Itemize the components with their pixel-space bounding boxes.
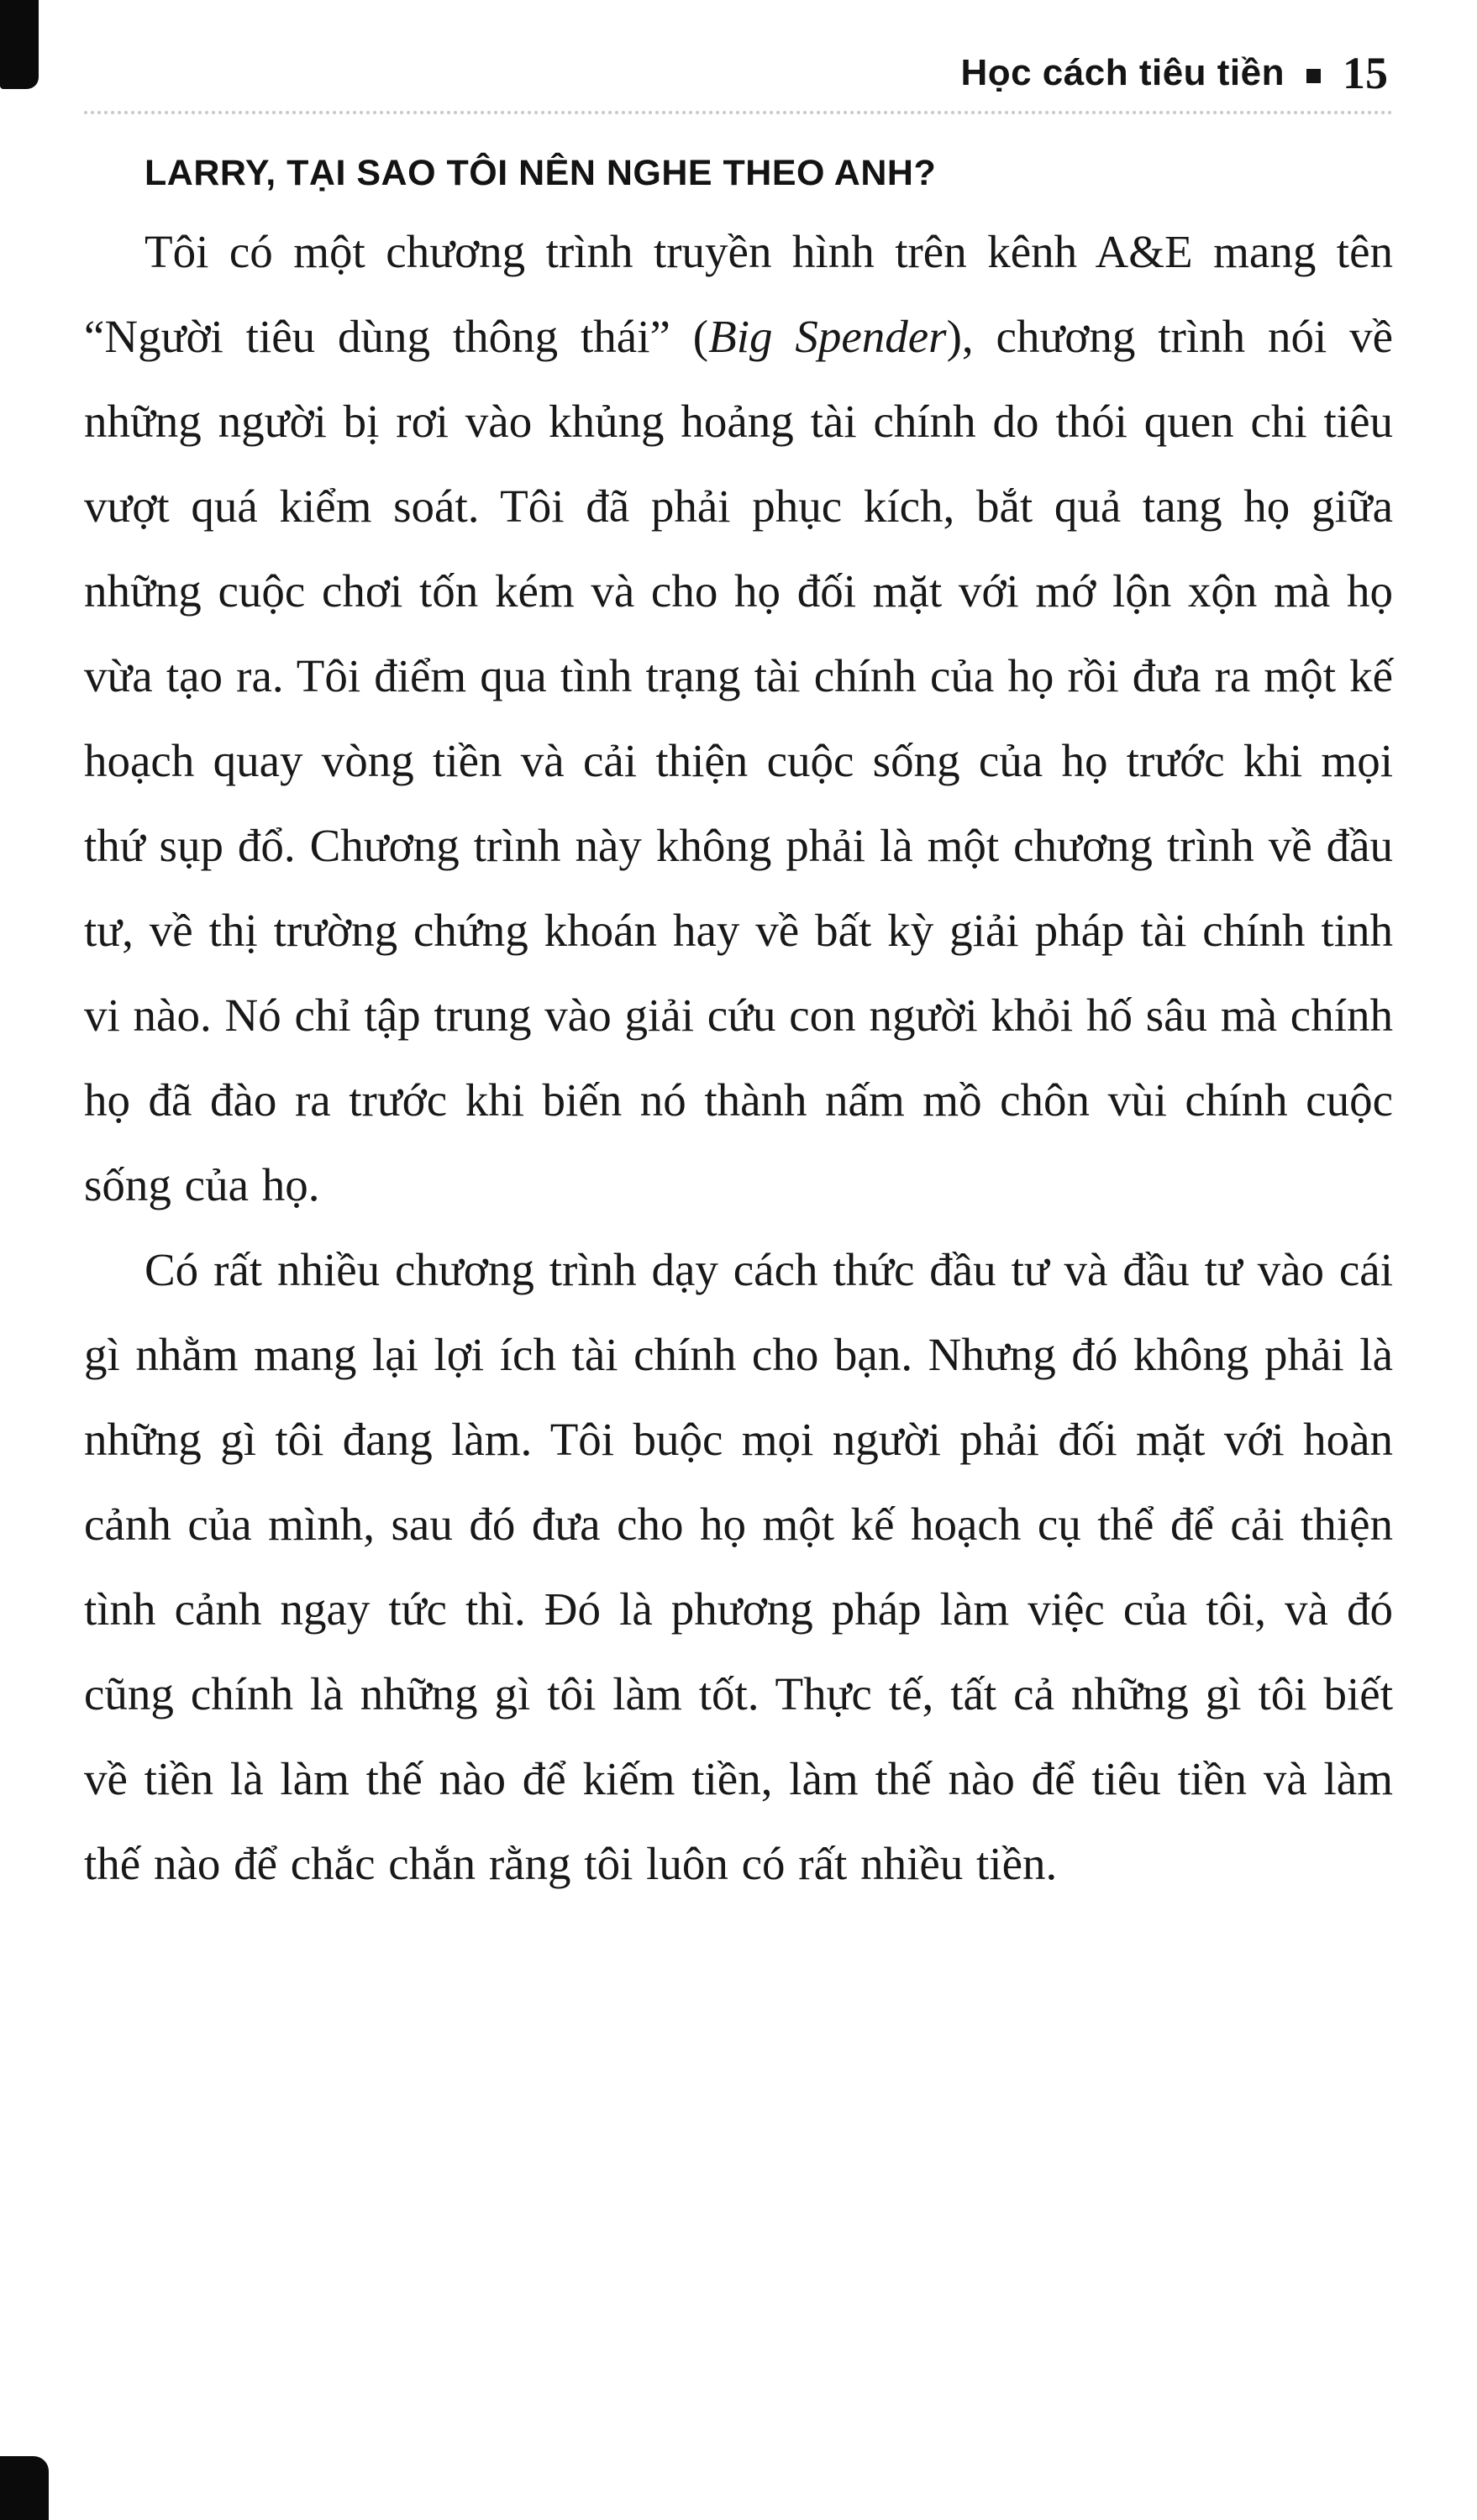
paragraph-1 xyxy=(84,209,1393,1227)
page-body xyxy=(84,153,1393,1906)
scan-artifact-top-left xyxy=(0,0,39,89)
paragraph-1-text-continued: ), chương trình nói về những người bị rơi vào khủng hoảng tài chính do thói quen chi tiêu vượt quá kiểm soát. Tôi đã phải phục kích, bắt quả tang họ giữa những cuộc chơi tốn kém và cho họ đối mặt với mớ lộn xộn mà họ vừa tạo ra. Tôi điểm qua tình trạng tài chính của họ rồi đưa ra một kế hoạch quay vòng tiền và cải thiện cuộc sống của họ trước khi mọi thứ sụp đổ. Chương trình này không phải là một chương trình về đầu tư, về thị trường chứng khoán hay về bất kỳ giải pháp tài chính tinh vi nào. Nó chỉ tập trung vào giải cứu con người khỏi hố sâu mà chính họ đã đào ra trước khi biến nó thành nấm mồ chôn vùi chính cuộc sống của họ. xyxy=(84,311,1394,1210)
scan-artifact-bottom-left xyxy=(0,2456,49,2520)
header-divider xyxy=(84,111,1393,114)
page-content xyxy=(84,47,1393,1906)
paragraph-1-text: Tôi có một chương trình truyền hình trên kênh A&E mang tên “Người tiêu dùng thông thái” ( xyxy=(84,226,1393,362)
square-bullet-icon xyxy=(1306,69,1321,83)
running-header xyxy=(84,47,1393,99)
paragraph-2: Có rất nhiều chương trình dạy cách thức đầu tư và đầu tư vào cái gì nhằm mang lại lợi ích tài chính cho bạn. Nhưng đó không phải là những gì tôi đang làm. Tôi buộc mọi người phải đối mặt với hoàn cảnh của mình, sau đó đưa cho họ một kế hoạch cụ thể để cải thiện tình cảnh ngay tức thì. Đó là phương pháp làm việc của tôi, và đó cũng chính là những gì tôi làm tốt. Thực tế, tất cả những gì tôi biết về tiền là làm thế nào để kiếm tiền, làm thế nào để tiêu tiền và làm thế nào để chắc chắn rằng tôi luôn có rất nhiều tiền. xyxy=(84,1244,1393,1889)
paragraphs xyxy=(84,209,1393,1906)
section-heading: LARRY, TẠI SAO TÔI NÊN NGHE THEO ANH? xyxy=(145,153,937,193)
paragraph-1-italic-title: Big Spender xyxy=(708,311,947,362)
running-header-title: Học cách tiêu tiền xyxy=(960,52,1285,93)
page-number: 15 xyxy=(1343,48,1388,98)
